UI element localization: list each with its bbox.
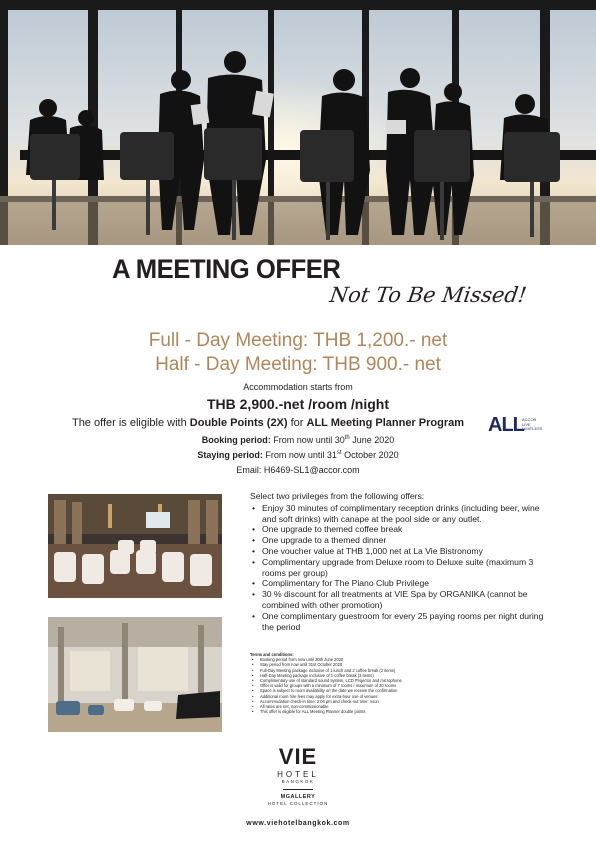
booking-end: June 2020 bbox=[349, 435, 395, 445]
tagline-script: Not To Be Missed! bbox=[328, 283, 529, 307]
booking-period bbox=[0, 435, 596, 445]
terms-item: • Half-Day Meeting package inclusive of 1 coffee break (3 items) bbox=[250, 673, 450, 678]
terms-item: • Additional room hire fees may apply for extra-hour use of venues bbox=[250, 694, 450, 699]
all-logo-line1: ACCOR bbox=[522, 417, 537, 422]
meeting-room-photo bbox=[48, 494, 222, 598]
all-logo-line2: LIVE bbox=[522, 421, 531, 427]
double-points: Double Points (2X) bbox=[189, 417, 288, 429]
website-link[interactable]: www.viehotelbangkok.com bbox=[246, 820, 350, 827]
privilege-item: • Enjoy 30 minutes of complimentary reception drinks (including beer, wine and soft drinks) with canape at the pool side or any outlet. bbox=[250, 503, 550, 525]
terms-item: • Offer is valid for groups with a minimum of 7 rooms / maximum of 20 rooms bbox=[250, 683, 450, 688]
terms-item: • Space is subject to room availability on the date we receive the confirmation bbox=[250, 688, 450, 693]
eligibility-middle: for bbox=[287, 417, 307, 429]
terms-item: • All rates are net, non-commissionable bbox=[250, 704, 450, 709]
all-logo-tagline bbox=[522, 418, 542, 432]
eligibility-line bbox=[0, 417, 566, 429]
terms-item: • Booking period from now until 30th June 2020 bbox=[250, 657, 450, 662]
privilege-item: • One upgrade to themed coffee break bbox=[250, 524, 550, 535]
vie-hotel-label: HOTEL bbox=[277, 770, 319, 779]
booking-sup: th bbox=[344, 435, 350, 441]
privileges-list bbox=[250, 491, 550, 632]
lobby-lounge-photo bbox=[48, 617, 222, 732]
accommodation-price: THB 2,900.-net /room /night bbox=[206, 396, 389, 412]
terms-item: • Accommodation check-in time: 2:00 pm and check-out time: noon bbox=[250, 699, 450, 704]
all-accor-logo bbox=[488, 414, 548, 434]
privilege-item: • One voucher value at THB 1,000 net at La Vie Bistronomy bbox=[250, 546, 550, 557]
terms-item: • This offer is eligible for ALL Meeting Planner double points bbox=[250, 709, 450, 714]
all-logo-line3: LIMITLESS bbox=[522, 426, 543, 431]
terms-item: • Complimentary use of standard sound system, LCD Projector and microphone bbox=[250, 678, 450, 683]
vie-city-label: BANGKOK bbox=[281, 779, 315, 784]
vie-hotel-logo-word: VIE bbox=[278, 744, 318, 769]
terms-title: Terms and conditions: bbox=[250, 652, 294, 657]
privilege-item: • Complimentary upgrade from Deluxe room to Deluxe suite (maximum 3 rooms per group) bbox=[250, 557, 550, 579]
accommodation-starts-label: Accommodation starts from bbox=[243, 382, 353, 392]
staying-end: October 2020 bbox=[341, 450, 399, 460]
privilege-item: • Complimentary for The Piano Club Privilege bbox=[250, 578, 550, 589]
logo-divider bbox=[283, 789, 313, 790]
booking-text: From now until 30 bbox=[270, 435, 345, 445]
terms-item: • Stay period from now until 31st October 2020 bbox=[250, 662, 450, 667]
mgallery-label: MGALLERY bbox=[280, 794, 316, 800]
privilege-item: • 30 % discount for all treatments at VIE Spa by ORGANIKA (cannot be combined with other promotion) bbox=[250, 589, 550, 611]
all-logo-mark: ALL bbox=[488, 414, 524, 436]
staying-label: Staying period: bbox=[197, 450, 263, 460]
hotel-collection-label: HOTEL COLLECTION bbox=[267, 801, 329, 806]
privilege-item: • One upgrade to a themed dinner bbox=[250, 535, 550, 546]
hero-photo-meeting-silhouettes bbox=[0, 0, 596, 245]
privilege-item: • One complimentary guestroom for every 25 paying rooms per night during the period bbox=[250, 611, 550, 633]
booking-label: Booking period: bbox=[201, 435, 271, 445]
privileges-intro: Select two privileges from the following offers: bbox=[250, 491, 425, 501]
email-contact[interactable]: Email: H6469-SL1@accor.com bbox=[236, 465, 360, 475]
full-day-rate: Full - Day Meeting: THB 1,200.- net bbox=[148, 330, 448, 351]
eligibility-prefix: The offer is eligible with bbox=[71, 417, 190, 429]
terms-item: • Full-Day Meeting package inclusive of 1 lunch and 2 coffee break (2 items) bbox=[250, 668, 450, 673]
staying-sup: st bbox=[336, 450, 342, 456]
terms-and-conditions bbox=[250, 652, 450, 714]
staying-period bbox=[0, 450, 596, 460]
all-program-name: ALL Meeting Planner Program bbox=[306, 417, 465, 429]
headline: A MEETING OFFER bbox=[112, 254, 341, 284]
staying-text: From now until 31 bbox=[262, 450, 337, 460]
half-day-rate: Half - Day Meeting: THB 900.- net bbox=[155, 354, 441, 375]
